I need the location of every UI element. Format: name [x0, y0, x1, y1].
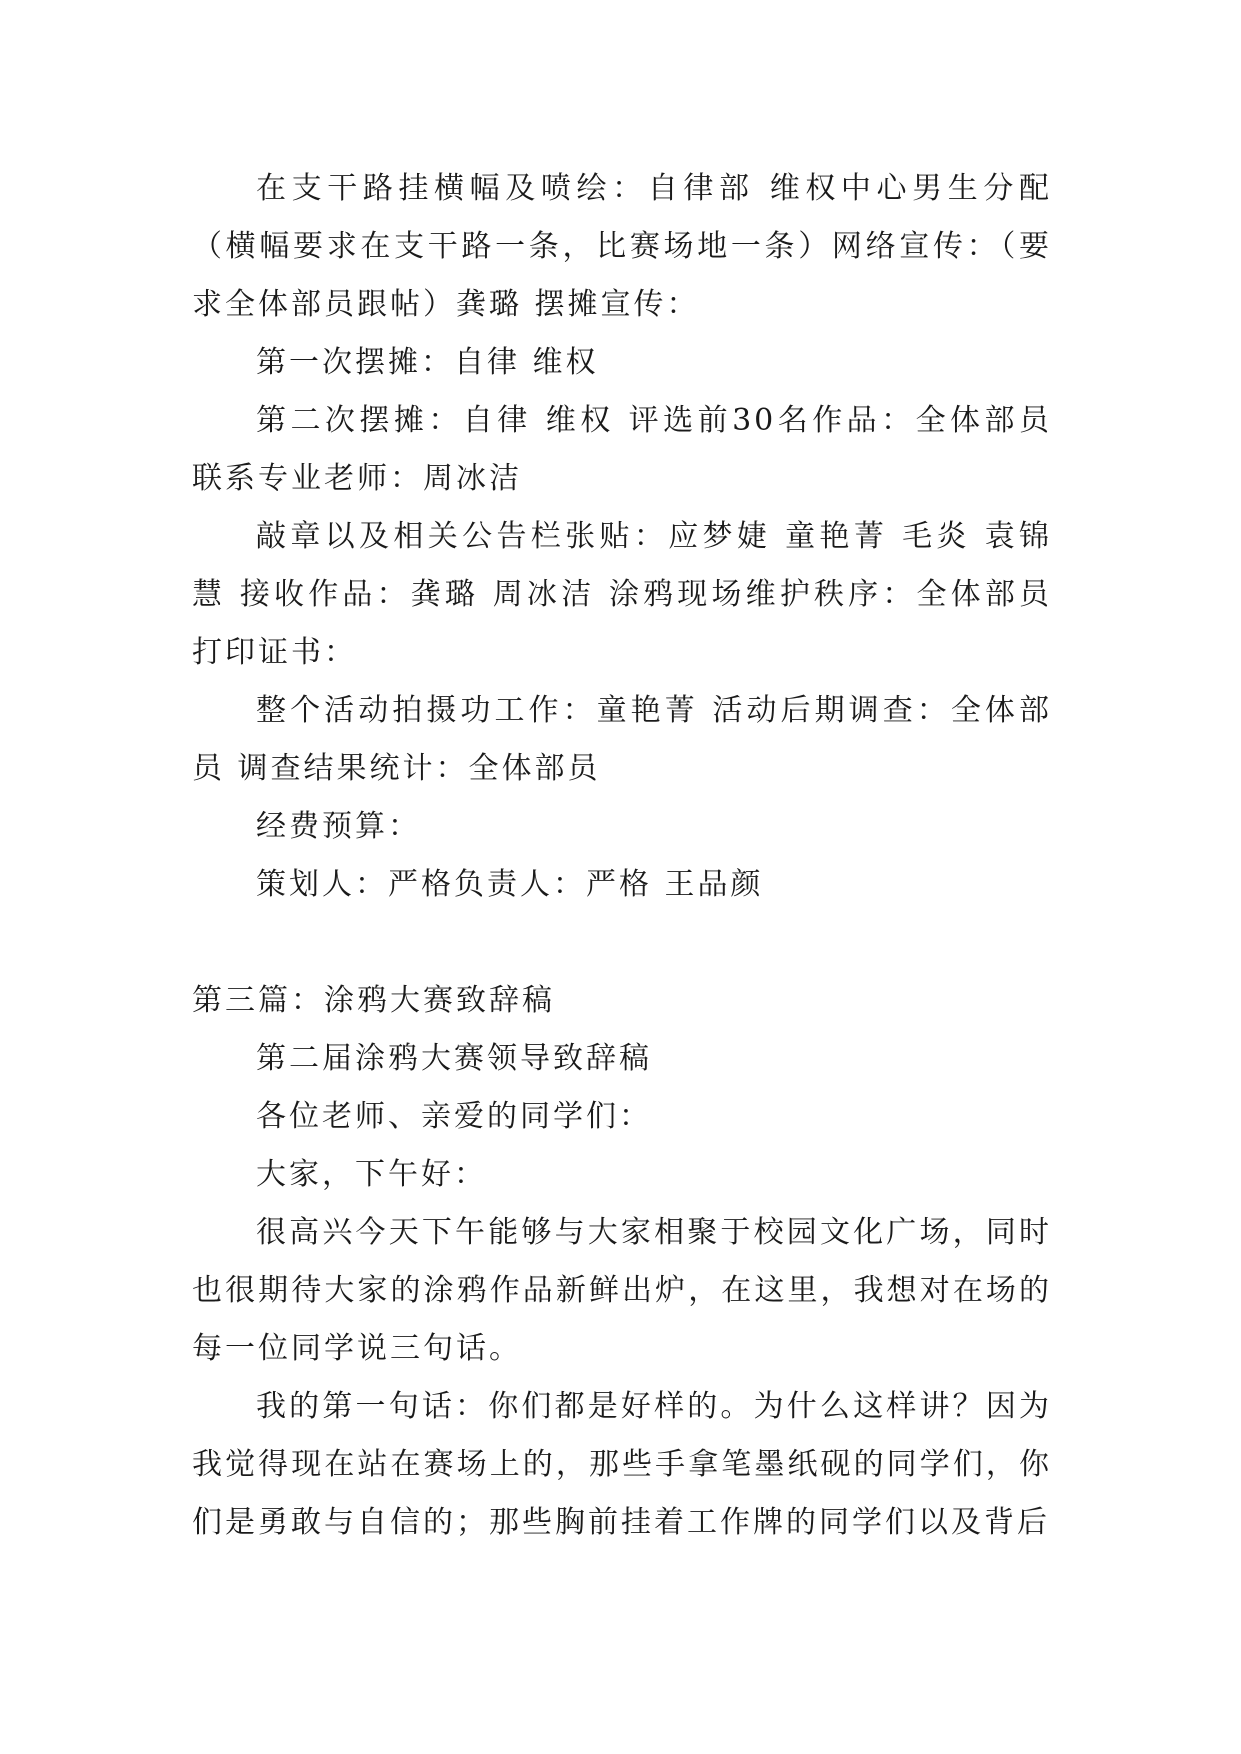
speech-title: 第二届涂鸦大赛领导致辞稿 — [256, 1041, 652, 1076]
speech-greeting: 大家，下午好： — [256, 1157, 487, 1192]
section-heading: 第三篇：涂鸦大赛致辞稿 — [192, 983, 555, 1018]
speech-paragraph-intro: 很高兴今天下午能够与大家相聚于校园文化广场，同时也很期待大家的涂鸦作品新鲜出炉，在这里，我想对在场的每一位同学说三句话。 — [192, 1215, 1052, 1366]
paragraph-photography-survey: 整个活动拍摄功工作：童艳菁 活动后期调查：全体部员 调查结果统计：全体部员 — [192, 693, 1052, 786]
speech-paragraph-first-point: 我的第一句话：你们都是好样的。为什么这样讲？因为我觉得现在站在赛场上的，那些手拿笔墨纸砚的同学们，你们是勇敢与自信的；那些胸前挂着工作牌的同学们以及背后 — [192, 1389, 1052, 1540]
paragraph-banner-assignment: 在支干路挂横幅及喷绘：自律部 维权中心男生分配（横幅要求在支干路一条，比赛场地一条）网络宣传：（要求全体部员跟帖）龚璐 摆摊宣传： — [192, 171, 1052, 322]
paragraph-first-stall: 第一次摆摊：自律 维权 — [256, 345, 599, 380]
document-body — [192, 160, 1052, 1552]
paragraph-second-stall: 第二次摆摊：自律 维权 评选前30名作品：全体部员 联系专业老师：周冰洁 — [192, 403, 1052, 496]
speech-salutation: 各位老师、亲爱的同学们： — [256, 1099, 652, 1134]
paragraph-stamping-posting: 敲章以及相关公告栏张贴：应梦婕 童艳菁 毛炎 袁锦慧 接收作品：龚璐 周冰洁 涂鸦现场维护秩序：全体部员 打印证书： — [192, 519, 1052, 670]
paragraph-budget: 经费预算： — [256, 809, 421, 844]
paragraph-planner: 策划人：严格负责人：严格 王品颜 — [256, 867, 764, 902]
